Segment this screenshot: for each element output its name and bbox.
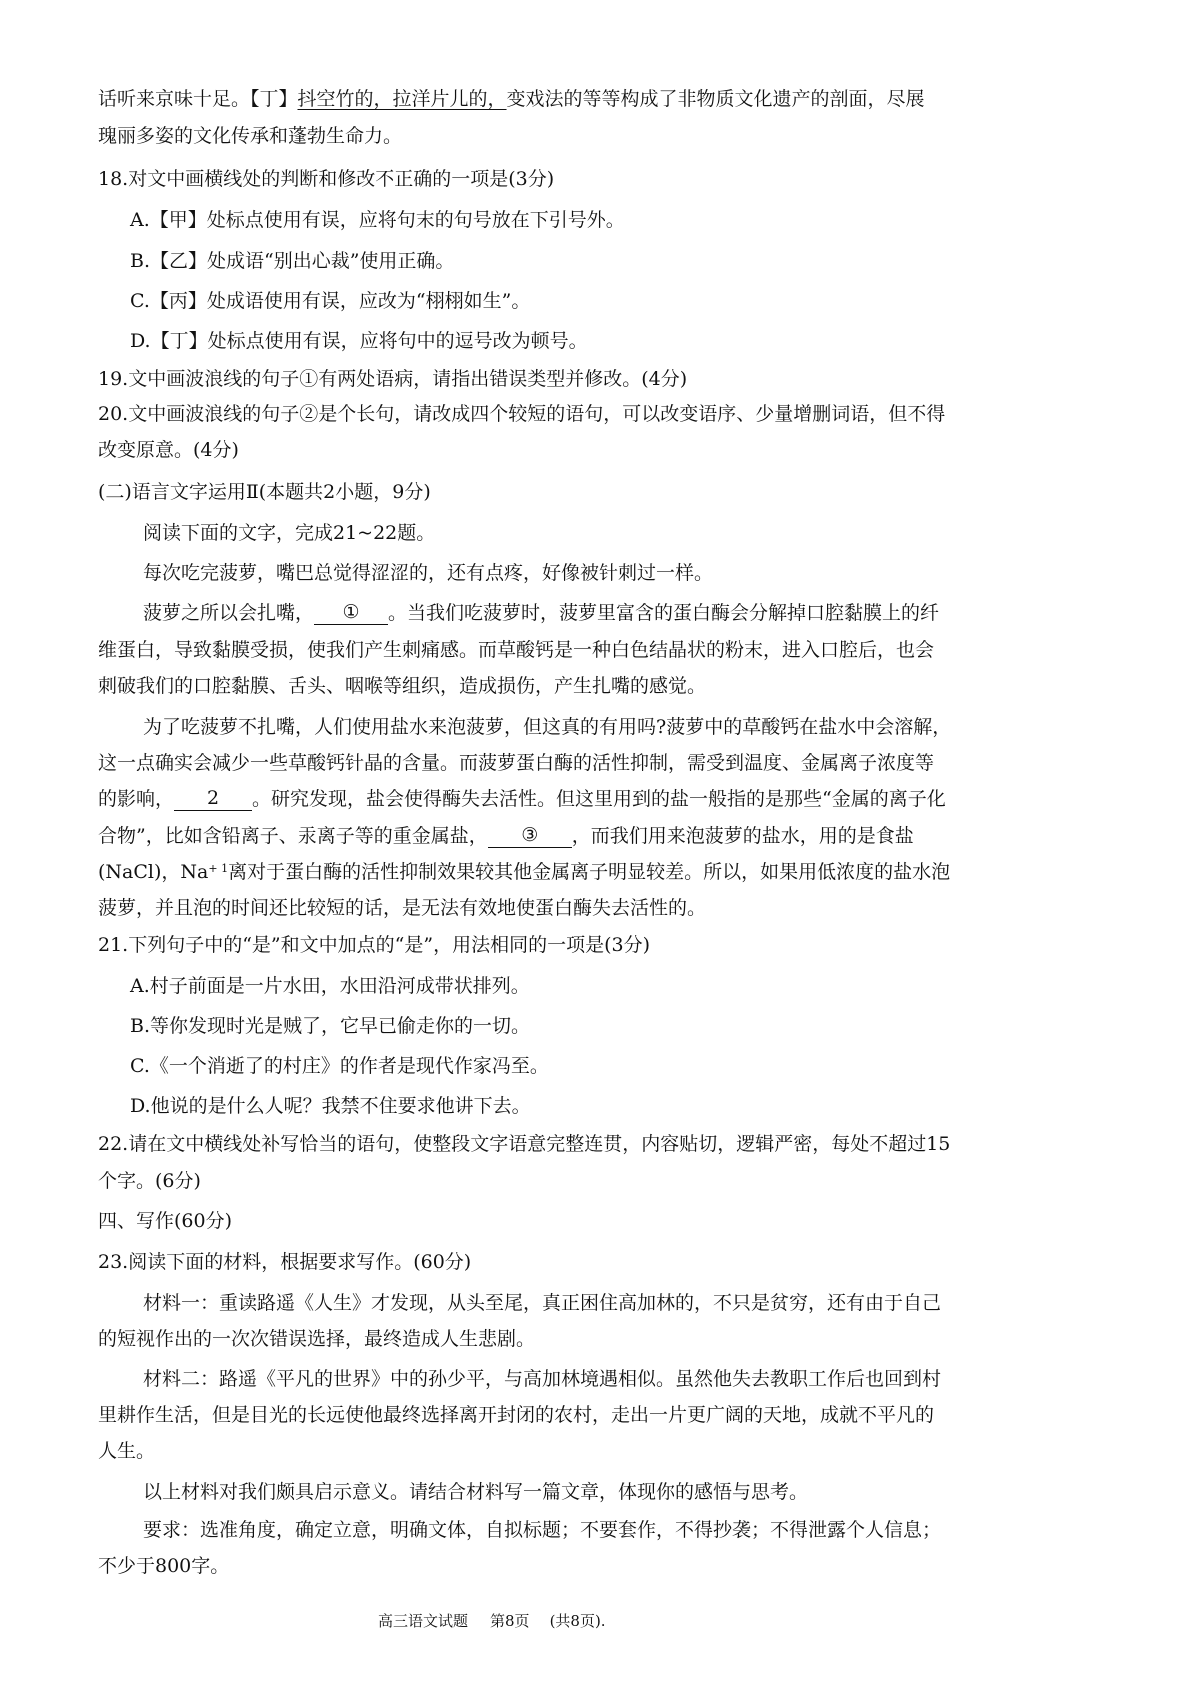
option-b: B.等你发现时光是贼了，它早已偷走你的一切。	[130, 1015, 531, 1037]
question-22-line: 22.请在文中横线处补写恰当的语句，使整段文字语意完整连贯，内容贴切，逻辑严密，每处不超过15	[98, 1133, 951, 1155]
question-22-line: 个字。(6分)	[98, 1170, 201, 1192]
paragraph-line: 为了吃菠萝不扎嘴，人们使用盐水来泡菠萝，但这真的有用吗?菠萝中的草酸钙在盐水中会溶解，	[143, 716, 952, 738]
paragraph-line: 刺破我们的口腔黏膜、舌头、咽喉等组织，造成损伤，产生扎嘴的感觉。	[98, 675, 707, 697]
question-20-line: 20.文中画波浪线的句子②是个长句，请改成四个较短的语句，可以改变语序、少量增删词语，但不得	[98, 403, 946, 425]
requirements-line: 不少于800字。	[98, 1555, 230, 1577]
paragraph-line: 以上材料对我们颇具启示意义。请结合材料写一篇文章，体现你的感悟与思考。	[143, 1481, 809, 1503]
section-heading: (二)语言文字运用Ⅱ(本题共2小题，9分)	[98, 481, 431, 503]
text-segment: 。研究发现，盐会使得酶失去活性。但这里用到的盐一般指的是那些“金属的离子化	[252, 788, 946, 810]
paragraph-line: 维蛋白，导致黏膜受损，使我们产生刺痛感。而草酸钙是一种白色结晶状的粉末，进入口腔后，也会	[98, 639, 935, 661]
section-heading: 四、写作(60分)	[98, 1210, 233, 1232]
blank-number: 2	[206, 787, 220, 809]
option-a: A.村子前面是一片水田，水田沿河成带状排列。	[130, 975, 530, 997]
text-segment: ，而我们用来泡菠萝的盐水，用的是食盐	[571, 825, 914, 847]
blank-number: ①	[342, 601, 360, 623]
fill-blank-3	[488, 824, 572, 848]
underlined-text: 抖空竹的，拉洋片儿的，	[297, 88, 507, 110]
text-segment: 离对于蛋白酶的活性抑制效果较其他金属离子明显较差。所以，如果用低浓度的盐水泡	[228, 861, 951, 883]
fill-blank-1	[314, 601, 388, 625]
paragraph-line: 菠萝，并且泡的时间还比较短的话，是无法有效地使蛋白酶失去活性的。	[98, 897, 707, 919]
text-segment: 。当我们吃菠萝时，菠萝里富含的蛋白酶会分解掉口腔黏膜上的纤	[388, 602, 940, 624]
requirements-line: 要求：选准角度，确定立意，明确文体，自拟标题；不要套作，不得抄袭；不得泄露个人信息；	[143, 1519, 942, 1541]
material-line: 的短视作出的一次次错误选择，最终造成人生悲剧。	[98, 1328, 536, 1350]
text-segment: 菠萝之所以会扎嘴，	[143, 602, 315, 624]
footer-title: 高三语文试题	[378, 1612, 469, 1630]
question-21-stem: 21.下列句子中的“是”和文中加点的“是”，用法相同的一项是(3分)	[98, 934, 650, 956]
material-line: 材料二：路遥《平凡的世界》中的孙少平，与高加林境遇相似。虽然他失去教职工作后也回到村	[143, 1368, 942, 1390]
text-segment: 话听来京味十足。【丁】	[98, 88, 298, 110]
paragraph-line	[98, 863, 950, 882]
ion-charge-superscript: + 1	[208, 862, 229, 875]
reading-instruction: 阅读下面的文字，完成21~22题。	[143, 522, 436, 544]
text-segment: (NaCl)，Na	[98, 861, 209, 883]
paragraph-line: 每次吃完菠萝，嘴巴总觉得涩涩的，还有点疼，好像被针刺过一样。	[143, 562, 714, 584]
paragraph-line	[98, 824, 914, 848]
blank-number: ③	[521, 824, 539, 846]
material-line: 人生。	[98, 1440, 156, 1462]
question-23-stem: 23.阅读下面的材料，根据要求写作。(60分)	[98, 1251, 472, 1273]
footer-total-pages: (共8页).	[549, 1612, 606, 1630]
text-segment: 合物”，比如含铅离子、汞离子等的重金属盐，	[98, 825, 488, 847]
question-19-stem: 19.文中画波浪线的句子①有两处语病，请指出错误类型并修改。(4分)	[98, 368, 688, 390]
option-c: C.《一个消逝了的村庄》的作者是现代作家冯至。	[130, 1055, 549, 1077]
page-footer	[378, 1614, 606, 1629]
text-segment: 的影响，	[98, 788, 175, 810]
text-segment: 变戏法的等等构成了非物质文化遗产的剖面，尽展	[506, 88, 925, 110]
question-18-stem: 18.对文中画横线处的判断和修改不正确的一项是(3分)	[98, 168, 555, 190]
material-line: 材料一：重读路遥《人生》才发现，从头至尾，真正困住高加林的，不只是贫穷，还有由于自己	[143, 1292, 942, 1314]
option-d: D.【丁】处标点使用有误，应将句中的逗号改为顿号。	[130, 330, 588, 352]
question-20-line: 改变原意。(4分)	[98, 439, 239, 461]
paragraph-line	[98, 90, 925, 109]
option-d: D.他说的是什么人呢？我禁不住要求他讲下去。	[130, 1095, 531, 1117]
material-line: 里耕作生活，但是目光的长远使他最终选择离开封闭的农村，走出一片更广阔的天地，成就不平凡的	[98, 1404, 935, 1426]
option-c: C.【丙】处成语使用有误，应改为“栩栩如生”。	[130, 290, 531, 312]
fill-blank-2	[174, 787, 252, 811]
paragraph-line: 瑰丽多姿的文化传承和蓬勃生命力。	[98, 125, 403, 147]
footer-page-number: 第8页	[490, 1612, 530, 1630]
option-a: A.【甲】处标点使用有误，应将句末的句号放在下引号外。	[130, 209, 625, 231]
paragraph-line	[143, 601, 940, 625]
paragraph-line	[98, 787, 946, 811]
paragraph-line: 这一点确实会减少一些草酸钙针晶的含量。而菠萝蛋白酶的活性抑制，需受到温度、金属离子浓度等	[98, 752, 935, 774]
option-b: B.【乙】处成语“别出心裁”使用正确。	[130, 250, 455, 272]
